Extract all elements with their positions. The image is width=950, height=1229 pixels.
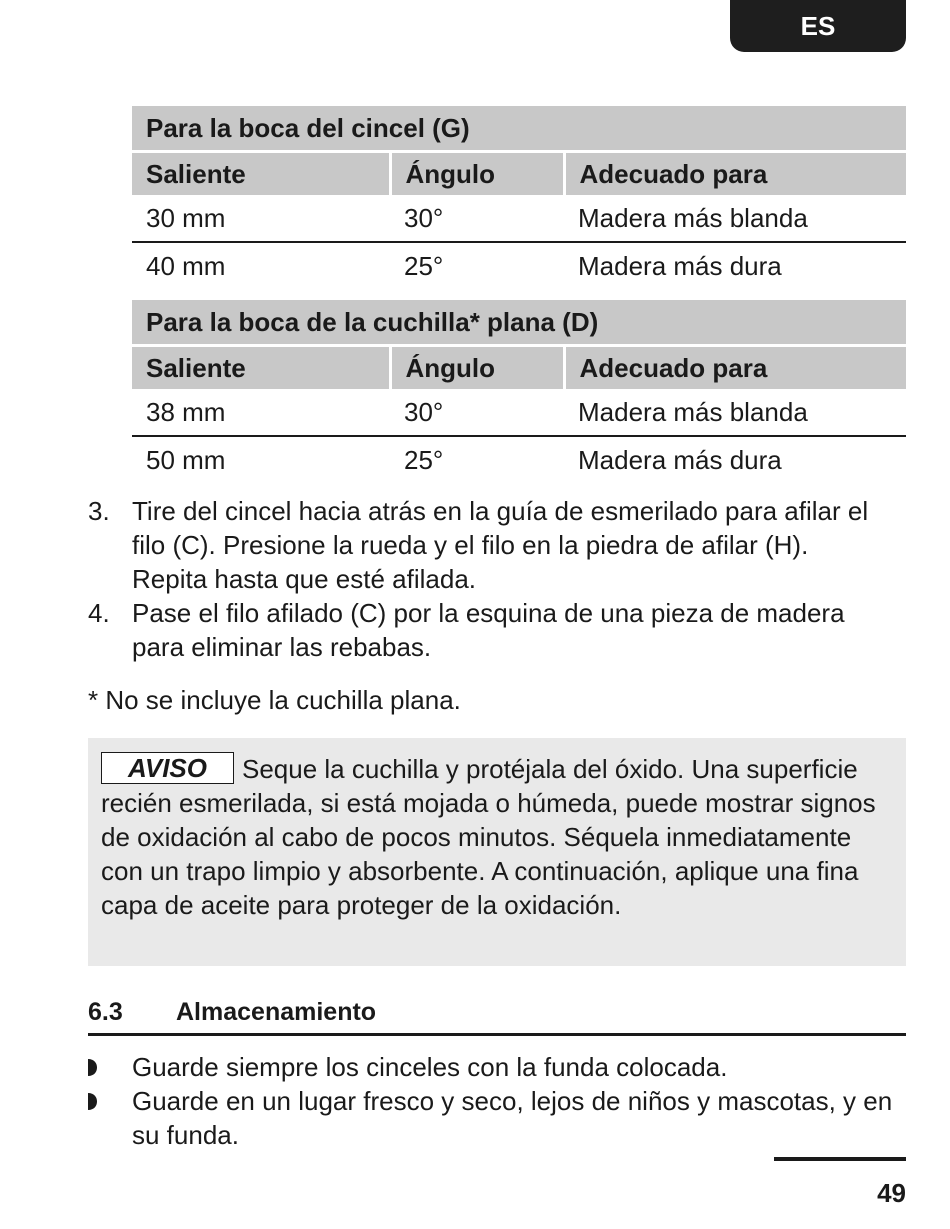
list-item [88, 1050, 898, 1084]
table-cell: Madera más dura [578, 444, 782, 475]
step-item [88, 596, 888, 664]
step-text: Tire del cincel hacia atrás en la guía de esmerilado para afilar el filo (C). Presione la rueda y el filo en la piedra de afilar (H). Repita hasta que esté afilada. [132, 496, 869, 594]
table-cell: Madera más blanda [564, 195, 906, 242]
chisel-spec-table [132, 106, 906, 289]
table-cell: Madera más blanda [564, 389, 906, 436]
column-header: Saliente [132, 152, 390, 196]
table-cell: Madera más dura [578, 250, 782, 281]
table-cell: 30° [390, 195, 564, 242]
list-item-text: Guarde siempre los cinceles con la funda colocada. [132, 1052, 728, 1082]
section-title: Almacenamiento [176, 998, 377, 1026]
table-cell: 25° [404, 444, 444, 475]
page-number: 49 [877, 1178, 906, 1208]
column-header: Adecuado para [564, 346, 906, 390]
table-cell: 25° [404, 250, 444, 281]
section-number: 6.3 [88, 998, 123, 1026]
table-row [132, 242, 906, 289]
column-header: Ángulo [390, 152, 564, 196]
column-header: Adecuado para [564, 152, 906, 196]
section-heading [88, 998, 906, 1036]
notice-text: Seque la cuchilla y protéjala del óxido. Una superficie recién esmerilada, si está mojada o húmeda, puede mostrar signos de oxidación al cabo de pocos minutos. Séquela inmediatamente con un trapo limpio y absorbente. A continuación, aplique una fina capa de aceite para proteger de la oxidación. [101, 754, 876, 920]
bullet-icon [88, 1059, 97, 1076]
page-number-rule [774, 1157, 906, 1161]
table-row [132, 389, 906, 436]
step-number: 4. [88, 598, 110, 628]
table-title: Para la boca de la cuchilla* plana (D) [132, 300, 906, 346]
notice-box [88, 738, 906, 966]
table-title: Para la boca del cincel (G) [132, 106, 906, 152]
table-cell: 30 mm [132, 195, 390, 242]
step-item [88, 494, 888, 596]
footnote: * No se incluye la cuchilla plana. [88, 685, 461, 715]
list-item [88, 1084, 898, 1152]
language-tab: ES [730, 0, 906, 52]
blade-spec-table [132, 300, 906, 483]
storage-list [88, 1050, 898, 1152]
column-header: Saliente [132, 346, 390, 390]
table-row [132, 195, 906, 242]
table-cell: 50 mm [146, 444, 226, 475]
instruction-steps [88, 494, 888, 664]
table-cell: 38 mm [132, 389, 390, 436]
table-cell: 30° [390, 389, 564, 436]
step-text: Pase el filo afilado (C) por la esquina de una pieza de madera para eliminar las rebabas. [132, 598, 845, 662]
column-header: Ángulo [390, 346, 564, 390]
notice-label: AVISO [101, 752, 234, 784]
list-item-text: Guarde en un lugar fresco y seco, lejos de niños y mascotas, y en su funda. [132, 1086, 893, 1150]
table-cell: 40 mm [146, 250, 226, 281]
bullet-icon [88, 1093, 97, 1110]
step-number: 3. [88, 496, 110, 526]
table-row [132, 436, 906, 483]
